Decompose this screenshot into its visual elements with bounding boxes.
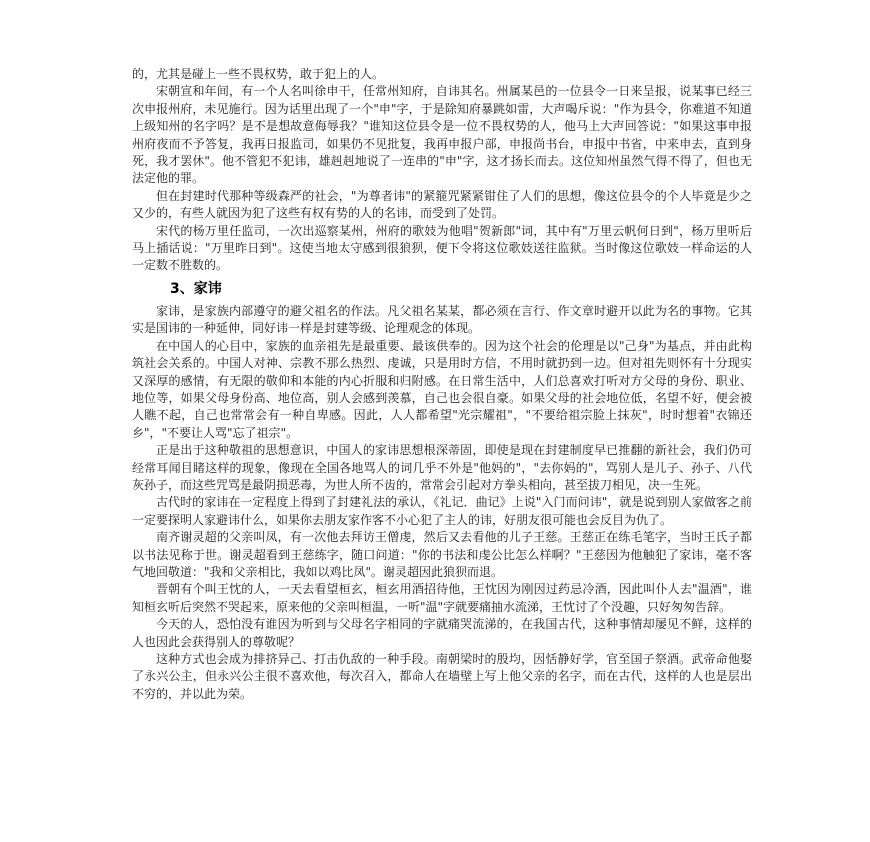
section-heading: 3、家讳 [170,280,222,297]
paragraph: 在中国人的心目中，家族的血亲祖先是最重要、最该供奉的。因为这个社会的伦理是以"己身"为基点，并由此构筑社会关系的。中国人对神、宗教不那么热烈、虔诚，只是用时方信，不用时就扔到一边。但对祖先则怀有十分现实又深厚的感情，有无限的敬仰和本能的内心折服和归附感。在日常生活中，人们总喜欢打听对方父母的身份、职业、地位等，如果父母身份高、地位高，别人会感到羡慕，自己也会很自豪。如果父母的社会地位低，名望不好，便会被人瞧不起，自己也常常会有一种自卑感。因此，人人都希望"光宗耀祖"，"不要给祖宗脸上抹灰"，时时想着"衣锦还乡"，"不要让人骂"忘了祖宗"。 [132,338,752,440]
paragraph: 南齐谢灵超的父亲叫凤，有一次他去拜访王僧虔，然后又去看他的儿子王慈。王慈正在练毛笔字，当时王氏子都以书法见称于世。谢灵超看到王慈练字，随口问道："你的书法和虔公比怎么样啊？"王慈因为他触犯了家讳，毫不客气地回敬道："我和父亲相比，我如以鸡比凤"。谢灵超因此狼狈而退。 [132,530,752,579]
paragraph: 晋朝有个叫王忱的人，一天去看望桓玄，桓玄用酒招待他，王忱因为刚因过药忌冷酒，因此叫仆人去"温酒"，谁知桓玄听后突然不哭起来，原来他的父亲叫桓温，一听"温"字就要痛抽水流涕，王忱讨了个没趣，只好匆匆告辞。 [132,582,752,614]
paragraph: 的，尤其是碰上一些不畏权势，敢于犯上的人。 [132,67,385,81]
paragraph: 宋代的杨万里任监司，一次出巡察某州，州府的歌妓为他唱"贺新郎"词，其中有"万里云帆何日到"，杨万里听后马上插话说："万里昨日到"。这使当地太守感到很狼狈，便下令将这位歌妓送往监狱。当时像这位歌妓一样命运的人一定数不胜数的。 [132,223,752,273]
paragraph: 家讳，是家族内部遵守的避父祖名的作法。凡父祖名某某，都必须在言行、作文章时避开以此为名的事物。它其实是国讳的一种延伸，同好讳一样是封建等级、论理观念的体现。 [132,303,752,336]
paragraph: 宋朝宣和年间，有一个人名叫徐申干，任常州知府，自讳其名。州属某邑的一位县令一日来呈报，说某事已经三次申报州府，未见施行。因为话里出现了一个"申"字，于是除知府暴跳如雷，大声喝斥说："作为县令，你难道不知道上级知州的名字吗？是不是想故意侮辱我？"谁知这位县令是一位不畏权势的人，他马上大声回答说："如果这事申报州府夜而不予答复，我再日报监司，如果仍不见批复，我再申报户部，申报尚书台，申报中书省，中来申去，直到身死，我才罢休"。他不管犯不犯讳，雄赳赳地说了一连串的"申"字，这才扬长而去。这位知州虽然气得不得了，但也无法定他的罪。 [132,84,752,186]
document-page [132,66,752,703]
paragraph: 但在封建时代那种等级森严的社会，"为尊者讳"的紧箍咒紧紧钳住了人们的思想，像这位县令的个人毕竟是少之又少的，有些人就因为犯了这些有权有势的人的名讳，而受到了处罚。 [132,188,752,221]
paragraph: 古代时的家讳在一定程度上得到了封建礼法的承认，《礼记．曲记》上说"入门而问讳"，就是说到别人家做客之前一定要探明人家避讳什么，如果你去朋友家作客不小心犯了主人的讳，好朋友很可能也会反目为仇了。 [132,495,752,527]
paragraph: 这种方式也会成为排挤异己、打击仇敌的一种手段。南朝梁时的殷均，因恬静好学，官至国子祭酒。武帝命他娶了永兴公主，但永兴公主很不喜欢他，每次召入，都命人在墙壁上写上他父亲的名字，而在古代，这样的人也是层出不穷的，并以此为荣。 [132,652,752,701]
paragraph: 今天的人，恐怕没有谁因为听到与父母名字相同的字就痛哭流涕的，在我国古代，这种事情却屡见不鲜，这样的人也因此会获得别人的尊敬呢？ [132,617,752,649]
paragraph: 正是出于这种敬祖的思想意识，中国人的家讳思想根深蒂固，即使是现在封建制度早已推翻的新社会，我们仍可经常耳闻目睹这样的现象，像现在全国各地骂人的词几乎不外是"他妈的"，"去你妈的"，骂别人是儿子、孙子、八代灰孙子，而这些咒骂是最阴损恶毒，为世人所不齿的，常常会引起对方拳头相向，甚至拔刀相见，决一生死。 [132,443,752,492]
